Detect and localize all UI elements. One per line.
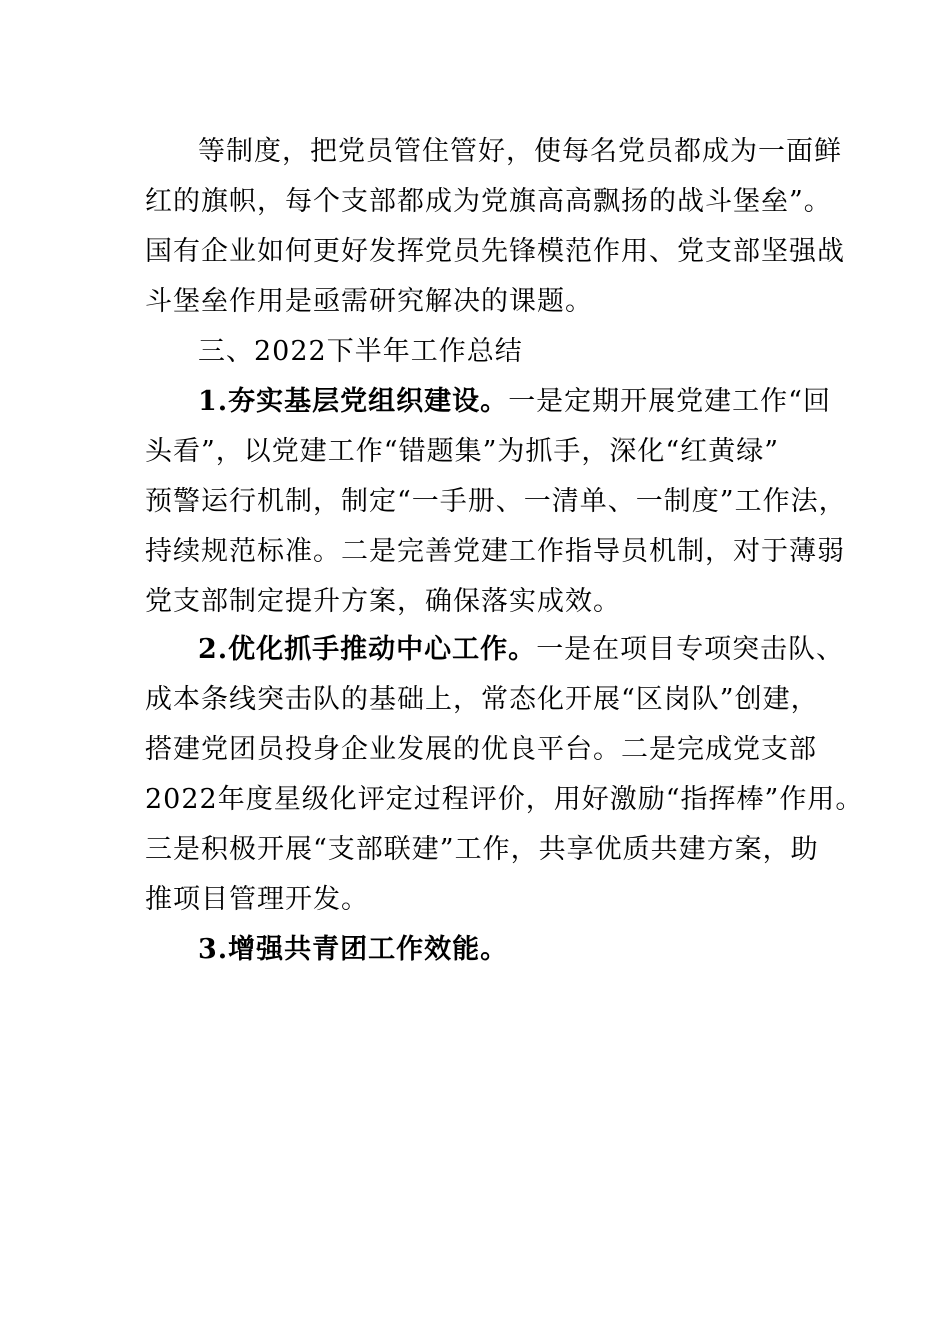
item-2-text: 一是在项目专项突击队、 [536,634,845,665]
item-1-title: 1.夯实基层党组织建设。 [198,386,509,417]
paragraph-line: 成本条线突击队的基础上，常态化开展“区岗队”创建， [145,684,819,715]
paragraph-line: 2022年度星级化评定过程评价，用好激励“指挥棒”作用。 [145,784,864,815]
paragraph-line: 斗堡垒作用是亟需研究解决的课题。 [145,286,593,317]
item-2-title: 2.优化抓手推动中心工作。 [198,634,537,665]
item-2-first-line [198,630,844,670]
paragraph-line: 搭建党团员投身企业发展的优良平台。二是完成党支部 [145,734,817,765]
paragraph-line: 等制度，把党员管住管好，使每名党员都成为一面鲜 [198,136,842,167]
item-3-title: 3.增强共青团工作效能。 [198,934,509,965]
paragraph-line: 红的旗帜，每个支部都成为党旗高高飘扬的战斗堡垒”。 [145,186,832,217]
paragraph-line: 三是积极开展“支部联建”工作，共享优质共建方案，助 [145,834,819,865]
section-heading: 三、2022下半年工作总结 [198,336,523,367]
paragraph-line: 头看”，以党建工作“错题集”为抓手，深化“红黄绿” [145,436,780,467]
paragraph-line: 持续规范标准。二是完善党建工作指导员机制，对于薄弱 [145,536,845,567]
paragraph-line: 国有企业如何更好发挥党员先锋模范作用、党支部坚强战 [145,236,845,267]
item-1-first-line [198,382,831,422]
paragraph-line: 推项目管理开发。 [145,884,369,915]
item-1-text: 一是定期开展党建工作“回 [508,386,831,417]
paragraph-line: 党支部制定提升方案，确保落实成效。 [145,586,621,617]
paragraph-line: 预警运行机制，制定“一手册、一清单、一制度”工作法， [145,486,847,517]
